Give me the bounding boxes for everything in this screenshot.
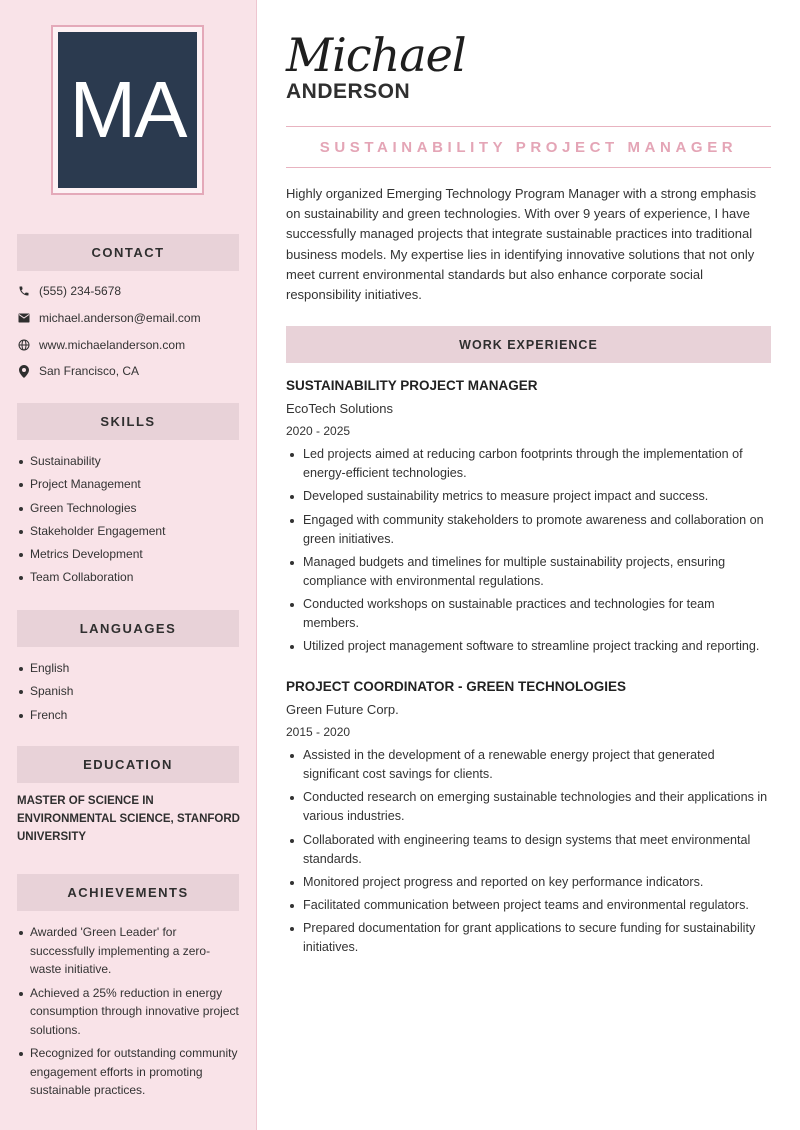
contact-location: [17, 358, 247, 385]
contact-location-text: San Francisco, CA: [39, 364, 140, 379]
job-bullet: Prepared documentation for grant applications to secure funding for sustainability initiatives.: [286, 919, 771, 957]
contact-email[interactable]: [17, 305, 247, 332]
job-bullet: Led projects aimed at reducing carbon footprints through the implementation of energy-efficient technologies.: [286, 445, 771, 483]
job-bullet: Monitored project progress and reported on key performance indicators.: [286, 873, 771, 892]
job-bullet: Collaborated with engineering teams to design systems that meet environmental standards.: [286, 831, 771, 869]
skill-item: Team Collaboration: [17, 566, 239, 589]
monogram: MA: [58, 32, 197, 188]
job-company: Green Future Corp.: [286, 702, 399, 717]
achievements-list: [17, 923, 239, 1105]
job-bullet: Engaged with community stakeholders to promote awareness and collaboration on green initiatives.: [286, 511, 771, 549]
job-bullet: Assisted in the development of a renewable energy project that generated significant cost savings for clients.: [286, 746, 771, 784]
location-icon: [17, 364, 31, 378]
contact-email-text: michael.anderson@email.com: [39, 311, 201, 326]
job-bullet: Utilized project management software to streamline project tracking and reporting.: [286, 637, 771, 656]
summary: Highly organized Emerging Technology Program Manager with a strong emphasis on sustainability and green technologies. With over 9 years of experience, I have successfully managed projects that integrate sustainable practices into traditional business models. My expertise lies in identifying innovative solutions that not only meet current environmental standards but also enhance corporate social responsibility initiatives.: [286, 186, 757, 303]
contact-list: [17, 278, 247, 385]
work-experience-heading: WORK EXPERIENCE: [286, 326, 771, 363]
job-dates: 2015 - 2020: [286, 725, 351, 739]
languages-list: [17, 657, 239, 727]
job-bullets: [286, 445, 771, 656]
contact-website[interactable]: [17, 331, 247, 358]
job-title: PROJECT COORDINATOR - GREEN TECHNOLOGIES: [286, 679, 627, 694]
skills-heading: SKILLS: [17, 403, 239, 440]
job-bullet: Conducted workshops on sustainable practices and technologies for team members.: [286, 595, 771, 633]
job-entry: [286, 676, 771, 962]
job-company: EcoTech Solutions: [286, 401, 393, 416]
education-degree: MASTER OF SCIENCE IN ENVIRONMENTAL SCIENCE, STANFORD UNIVERSITY: [17, 795, 240, 843]
main-content: [286, 0, 771, 1130]
language-item: Spanish: [17, 680, 239, 703]
job-bullet: Conducted research on emerging sustainable technologies and their applications in various industries.: [286, 788, 771, 826]
job-bullets: [286, 746, 771, 957]
language-item: French: [17, 704, 239, 727]
job-dates: 2020 - 2025: [286, 424, 351, 438]
contact-phone[interactable]: [17, 278, 247, 305]
job-bullet: Managed budgets and timelines for multiple sustainability projects, ensuring compliance with environmental regulations.: [286, 553, 771, 591]
skill-item: Stakeholder Engagement: [17, 520, 239, 543]
contact-website-text: www.michaelanderson.com: [39, 337, 186, 352]
achievement-item: Awarded 'Green Leader' for successfully implementing a zero-waste initiative.: [17, 923, 239, 979]
education-heading: EDUCATION: [17, 746, 239, 783]
achievement-item: Recognized for outstanding community engagement efforts in promoting sustainable practices.: [17, 1044, 239, 1100]
job-bullet: Facilitated communication between project teams and environmental regulators.: [286, 896, 771, 915]
skill-item: Green Technologies: [17, 497, 239, 520]
language-item: English: [17, 657, 239, 680]
last-name: ANDERSON: [286, 80, 411, 103]
job-title-banner: SUSTAINABILITY PROJECT MANAGER: [286, 126, 771, 168]
first-name: Michael: [286, 28, 466, 82]
skill-item: Metrics Development: [17, 543, 239, 566]
globe-icon: [17, 338, 31, 352]
languages-heading: LANGUAGES: [17, 610, 239, 647]
skill-item: Project Management: [17, 473, 239, 496]
job-entry: [286, 375, 771, 661]
monogram-frame: [51, 25, 204, 195]
contact-heading: CONTACT: [17, 234, 239, 271]
achievements-heading: ACHIEVEMENTS: [17, 874, 239, 911]
skills-list: [17, 450, 239, 590]
skill-item: Sustainability: [17, 450, 239, 473]
job-title: SUSTAINABILITY PROJECT MANAGER: [286, 378, 538, 393]
contact-phone-text: (555) 234-5678: [39, 284, 122, 299]
phone-icon: [17, 284, 31, 298]
job-bullet: Developed sustainability metrics to measure project impact and success.: [286, 487, 771, 506]
sidebar: [0, 0, 257, 1130]
email-icon: [17, 311, 31, 325]
achievement-item: Achieved a 25% reduction in energy consumption through innovative project solutions.: [17, 984, 239, 1040]
